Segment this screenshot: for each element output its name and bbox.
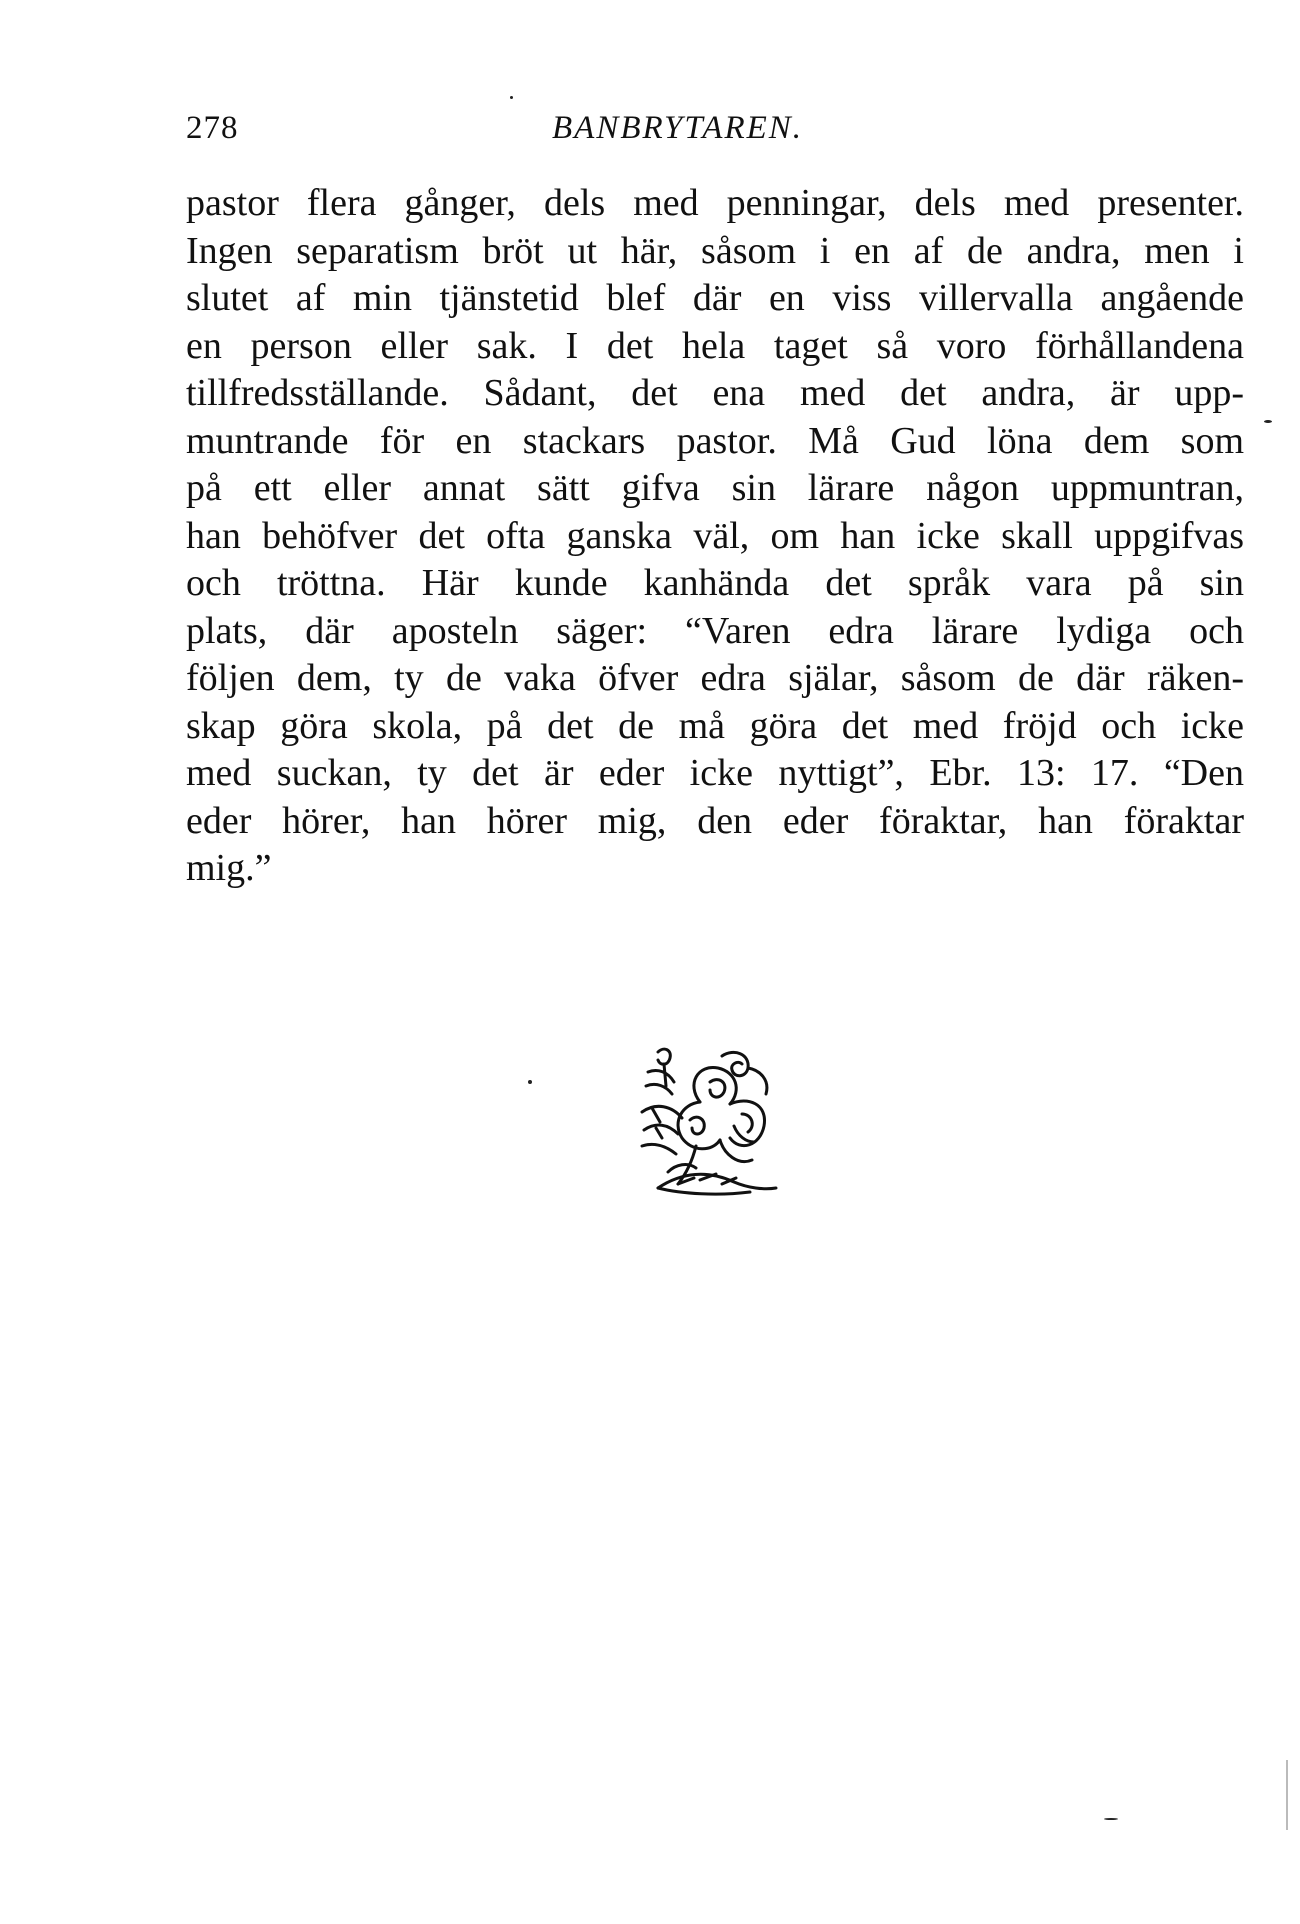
text-line: tillfredsställande. Sådant, det ena med det andra, är upp- [186, 372, 1244, 414]
scan-speck [1104, 1818, 1118, 1820]
text-line: på ett eller annat sätt gifva sin lärare någon uppmuntran, [186, 467, 1244, 509]
scan-speck [1264, 420, 1272, 423]
scan-speck [528, 1080, 532, 1084]
text-line: med suckan, ty det är eder icke nyttigt”, Ebr. 13: 17. “Den [186, 752, 1244, 794]
floral-vignette-icon [638, 1042, 788, 1197]
text-line: plats, där aposteln säger: “Varen edra lärare lydiga och [186, 609, 1244, 652]
running-head [186, 110, 1136, 154]
text-line: en person eller sak. I det hela taget så voro förhållandena [186, 324, 1244, 367]
running-title: BANBRYTAREN. [552, 110, 804, 146]
text-line: slutet af min tjänstetid blef där en viss villervalla angående [186, 277, 1244, 319]
scan-speck [510, 96, 513, 99]
body-text [186, 180, 1244, 893]
page-number: 278 [186, 110, 239, 146]
text-line: eder hörer, han hörer mig, den eder föraktar, han föraktar [186, 799, 1244, 842]
text-line: mig.” [186, 847, 272, 889]
text-line: följen dem, ty de vaka öfver edra själar, såsom de där räken- [186, 657, 1244, 699]
scan-speck [1286, 1760, 1288, 1830]
text-line: pastor flera gånger, dels med penningar, dels med presenter. [186, 182, 1244, 224]
text-line: skap göra skola, på det de må göra det med fröjd och icke [186, 704, 1244, 747]
text-line: Ingen separatism bröt ut här, såsom i en af de andra, men i [186, 229, 1244, 272]
text-line: och tröttna. Här kunde kanhända det språk vara på sin [186, 562, 1244, 604]
text-line: han behöfver det ofta ganska väl, om han icke skall uppgifvas [186, 514, 1244, 557]
text-line: muntrande för en stackars pastor. Må Gud löna dem som [186, 419, 1244, 462]
